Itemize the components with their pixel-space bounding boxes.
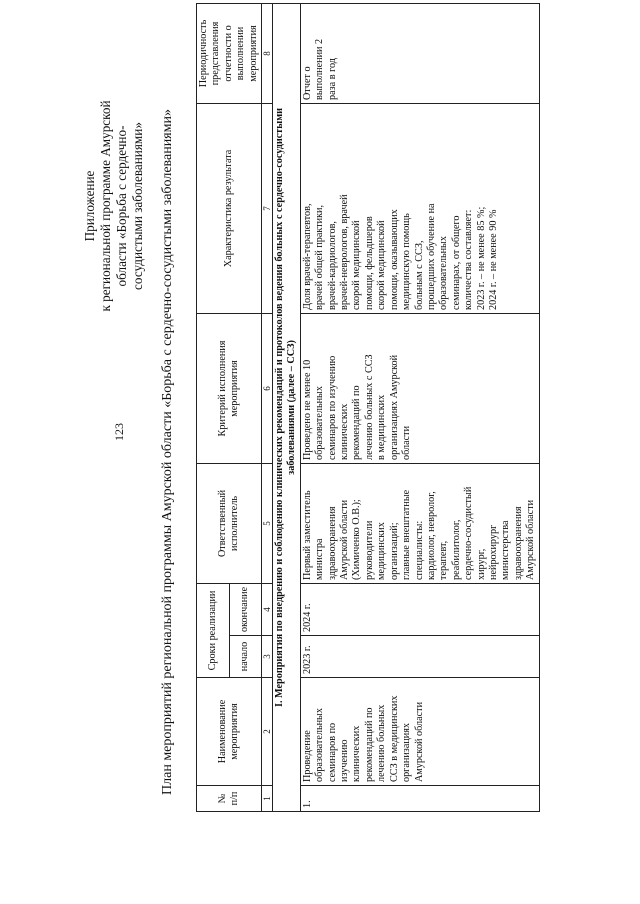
column-number: 1 xyxy=(262,786,273,812)
row-name: Проведение образовательных семинаров по изучению клинических рекомендаций по лечению больных ССЗ в медицинских организациях Амурской области xyxy=(300,678,539,786)
header-result: Характеристика результата xyxy=(197,103,262,313)
header-row-1 xyxy=(197,3,230,811)
column-number: 4 xyxy=(262,583,273,635)
appendix-line-3: области «Борьба с сердечно- xyxy=(114,125,129,287)
header-num: № п/п xyxy=(197,786,262,812)
table-row xyxy=(300,3,539,811)
column-number-row xyxy=(262,3,273,811)
row-start: 2023 г. xyxy=(300,636,539,678)
column-number: 2 xyxy=(262,678,273,786)
appendix-line-4: сосудистыми заболеваниями» xyxy=(130,122,145,290)
row-num: 1. xyxy=(300,786,539,812)
header-name: Наименование мероприятия xyxy=(197,678,262,786)
header-criterion: Критерий исполнения мероприятия xyxy=(197,313,262,463)
row-periodicity: Отчет о выполнении 2 раза в год xyxy=(300,3,539,103)
section-row xyxy=(273,3,301,811)
row-result: Доля врачей-терапевтов, врачей общей практики, врачей-кардиологов, врачей-неврологов, врачей скорой медицинской помощи, фельдшеров скорой медицинской помощи, оказывающих медицинскую помощь больным с ССЗ, прошедших обучение на образовательных семинарах, от общего количества составляет: 2023 г. – не менее 85 %; 2024 г. – не менее 90 % xyxy=(300,103,539,313)
plan-table xyxy=(196,3,540,812)
appendix-line-2: к региональной программе Амурской xyxy=(98,100,113,312)
header-responsible: Ответственный исполнитель xyxy=(197,463,262,583)
column-number: 3 xyxy=(262,636,273,678)
row-criterion: Проведено не менее 10 образовательных семинаров по изучению клинических рекомендаций по лечению больных с ССЗ в медицинских организациях Амурской области xyxy=(300,313,539,463)
page-number: 123 xyxy=(112,423,126,441)
appendix-header xyxy=(82,56,146,356)
header-periodicity: Периодичность представления отчетности о выполнении мероприятия xyxy=(197,3,262,103)
header-start: начало xyxy=(229,636,262,678)
plan-title: План мероприятий региональной программы Амурской области «Борьба с сердечно-сосудистыми заболеваниями» xyxy=(160,109,175,795)
column-number: 8 xyxy=(262,3,273,103)
plan-table-wrapper xyxy=(196,4,540,812)
section-title: I. Мероприятия по внедрению и соблюдению клинических рекомендаций и протоколов ведения больных с сердечно-сосудистыми заболеваниями (далее – ССЗ) xyxy=(273,3,301,811)
header-end: окончание xyxy=(229,583,262,635)
column-number: 5 xyxy=(262,463,273,583)
appendix-line-1: Приложение xyxy=(82,170,97,242)
header-deadlines: Сроки реализации xyxy=(197,583,230,677)
column-number: 6 xyxy=(262,313,273,463)
row-end: 2024 г. xyxy=(300,583,539,635)
column-number: 7 xyxy=(262,103,273,313)
row-responsible: Первый заместитель министра здравоохранения Амурской области (Химиченко О.В.); руководители медицинских организаций; главные внештатные специалисты: кардиолог, невролог, терапевт, реабилитолог, сердечно-сосудистый хирург, нейрохирург министерства здравоохранения Амурской области xyxy=(300,463,539,583)
